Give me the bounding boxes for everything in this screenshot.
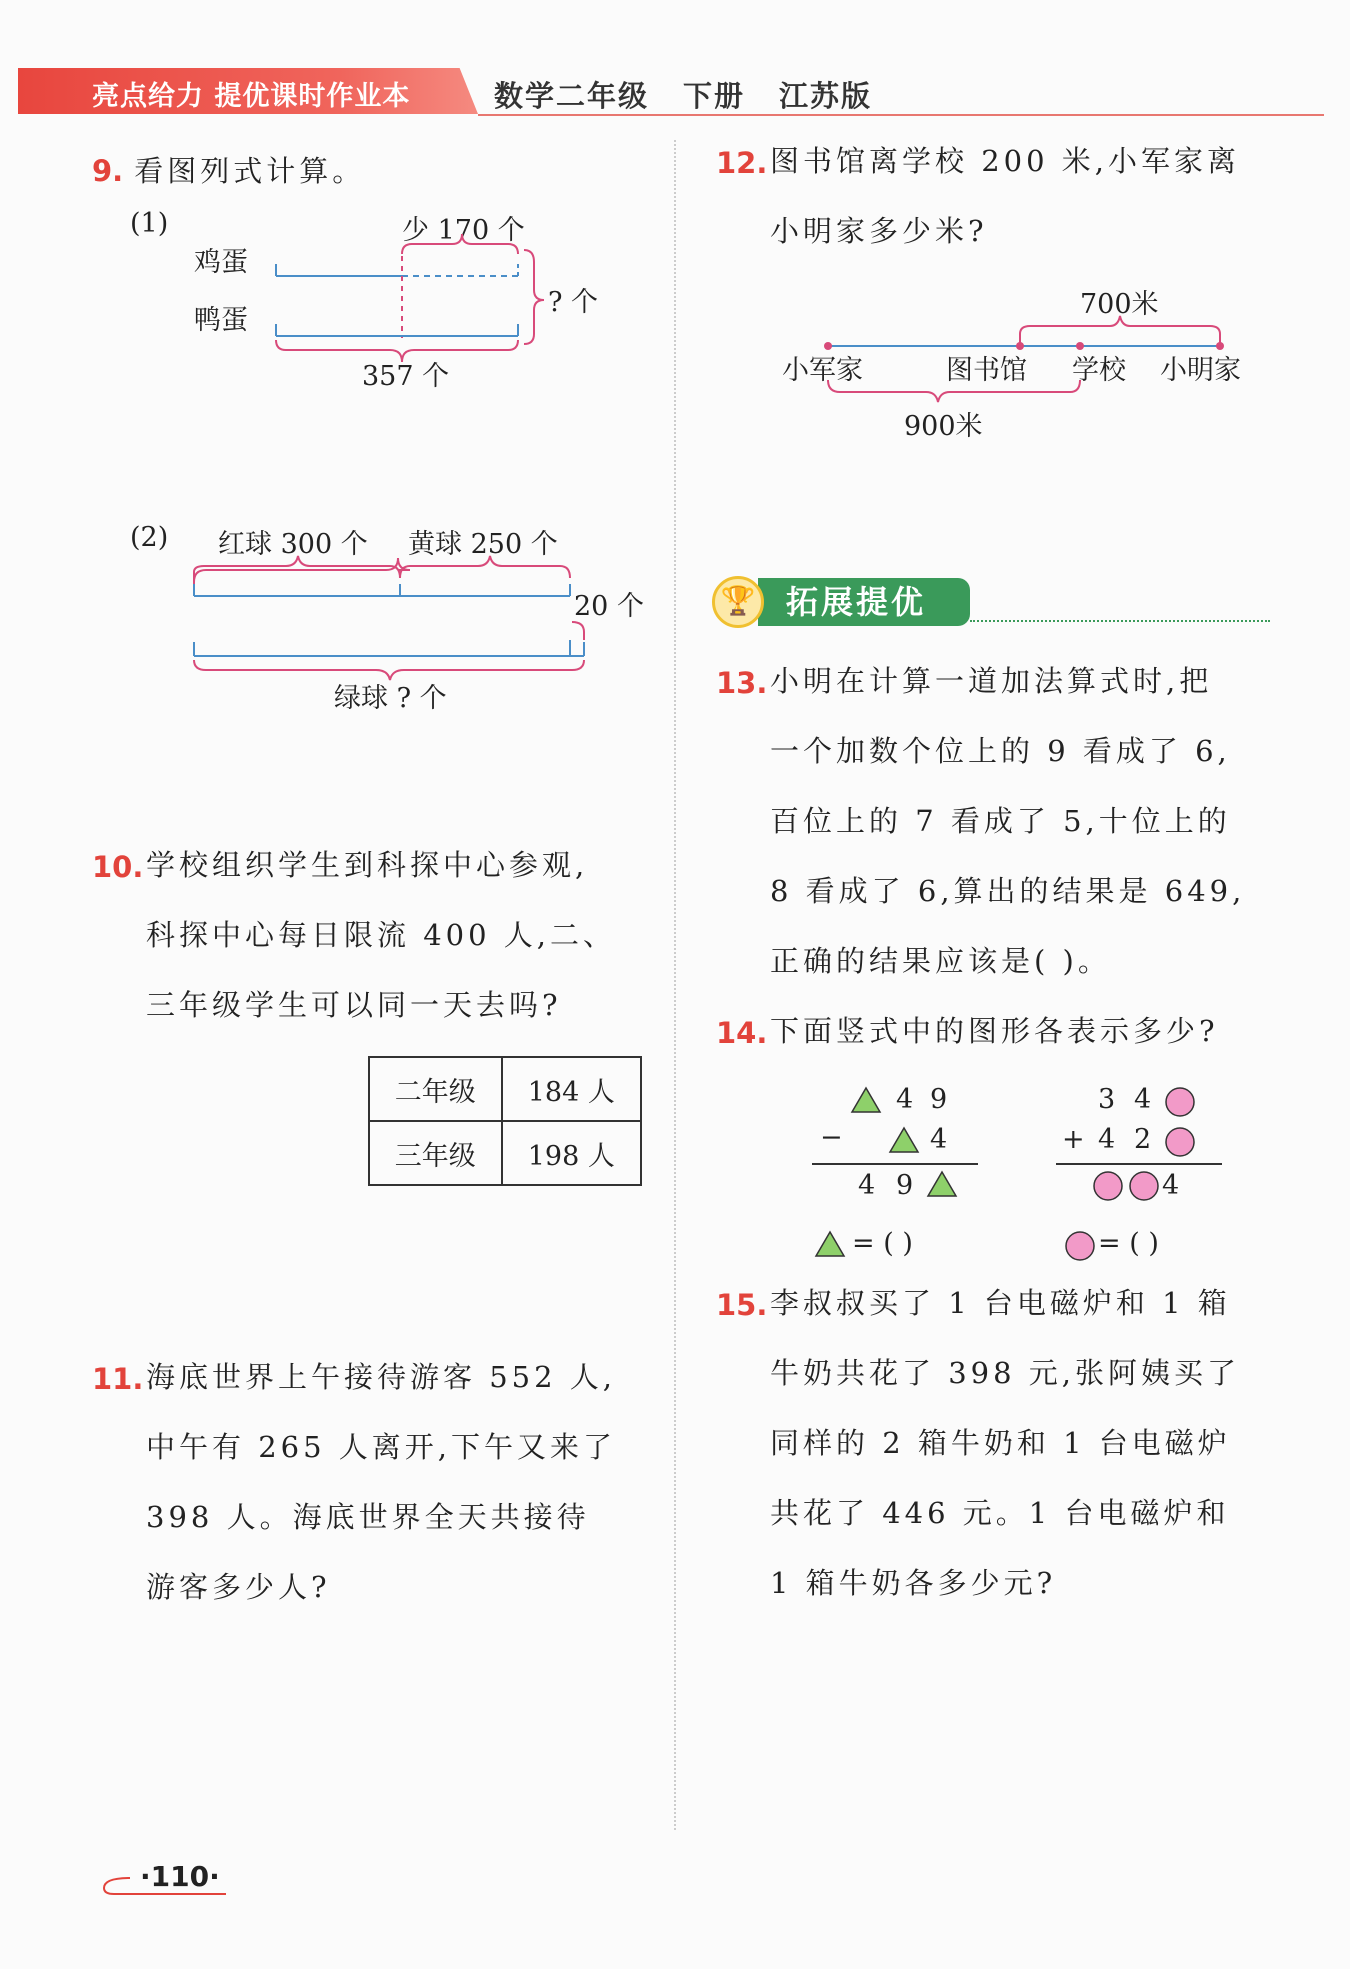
extra-label: 20 个 <box>574 591 644 622</box>
question-line: 李叔叔买了 1 台电磁炉和 1 箱 <box>770 1286 1231 1320</box>
count-cell: 184 人 <box>502 1057 641 1121</box>
question-line: 牛奶共花了 398 元,张阿姨买了 <box>770 1356 1241 1390</box>
question-line: 百位上的 7 看成了 5,十位上的 <box>770 804 1231 838</box>
duck-label: 鸭蛋 <box>194 305 248 336</box>
question-line: 下面竖式中的图形各表示多少? <box>770 1014 1219 1048</box>
total-label: 357 个 <box>362 361 450 392</box>
circle-answer: = ( ) <box>1098 1228 1159 1259</box>
question-number: 12. <box>716 146 768 180</box>
trophy-icon: 🏆 <box>712 576 764 628</box>
question-number: 14. <box>716 1016 768 1050</box>
triangle-answer: = ( ) <box>852 1228 913 1259</box>
question-line: 小明在计算一道加法算式时,把 <box>770 664 1213 698</box>
calc-digit: 4 <box>930 1124 948 1155</box>
calc-digit: 4 <box>896 1084 914 1115</box>
calc-operator: + <box>1062 1124 1085 1155</box>
question-line: 图书馆离学校 200 米,小军家离 <box>770 144 1241 178</box>
bottom-distance-label: 900米 <box>904 411 983 442</box>
circle-icon <box>1066 1232 1094 1260</box>
top-distance-label: 700米 <box>1080 289 1159 320</box>
circle-icon <box>1166 1128 1194 1156</box>
question-line: 1 箱牛奶各多少元? <box>770 1566 1057 1600</box>
question-line: 三年级学生可以同一天去吗? <box>146 988 562 1022</box>
part-2-tag: (2) <box>130 522 169 553</box>
calc-digit: 2 <box>1134 1124 1152 1155</box>
calc-digit: 9 <box>930 1084 948 1115</box>
question-line: 共花了 446 元。1 台电磁炉和 <box>770 1496 1230 1530</box>
triangle-icon <box>816 1232 844 1256</box>
part-1-tag: (1) <box>130 208 169 239</box>
place-label: 小明家 <box>1160 355 1241 386</box>
triangle-icon <box>890 1128 918 1152</box>
question-line: 科探中心每日限流 400 人,二、 <box>146 918 617 952</box>
unknown-label: ? 个 <box>548 287 599 318</box>
count-cell: 198 人 <box>502 1121 641 1185</box>
less-label: 少 170 个 <box>402 215 525 246</box>
calc-digit: 4 <box>858 1170 876 1201</box>
grade-cell: 二年级 <box>369 1057 502 1121</box>
circle-icon <box>1094 1172 1122 1200</box>
circle-icon <box>1130 1172 1158 1200</box>
question-line: 同样的 2 箱牛奶和 1 台电磁炉 <box>770 1426 1231 1460</box>
calc-digit: 4 <box>1098 1124 1116 1155</box>
green-ball-label: 绿球 ? 个 <box>334 683 447 714</box>
calc-digit: 4 <box>1134 1084 1152 1115</box>
question-number: 11. <box>92 1362 144 1396</box>
circle-icon <box>1166 1088 1194 1116</box>
grade-cell: 三年级 <box>369 1121 502 1185</box>
place-label: 小军家 <box>782 355 863 386</box>
subject-label: 数学二年级 <box>494 79 650 113</box>
calc-digit: 9 <box>896 1170 914 1201</box>
question-number: 9. <box>92 154 124 188</box>
question-line: 小明家多少米? <box>770 214 988 248</box>
page-number: ·110· <box>140 1860 220 1893</box>
question-line: 中午有 265 人离开,下午又来了 <box>146 1430 617 1464</box>
book-brand: 亮点给力 提优课时作业本 <box>92 81 411 112</box>
section-title: 拓展提优 <box>758 578 970 626</box>
egg-label: 鸡蛋 <box>194 247 248 278</box>
triangle-icon <box>852 1088 880 1112</box>
question-line: 游客多少人? <box>146 1570 331 1604</box>
question-line: 一个加数个位上的 9 看成了 6, <box>770 734 1231 768</box>
question-number: 13. <box>716 666 768 700</box>
place-label: 图书馆 <box>946 355 1027 386</box>
question-line: 正确的结果应该是( )。 <box>770 944 1111 978</box>
calc-digit: 3 <box>1098 1084 1116 1115</box>
question-line: 398 人。海底世界全天共接待 <box>146 1500 590 1534</box>
question-number: 10. <box>92 850 144 884</box>
edition-label: 江苏版 <box>779 79 873 113</box>
question-number: 15. <box>716 1288 768 1322</box>
red-ball-label: 红球 300 个 <box>218 529 368 560</box>
question-text: 看图列式计算。 <box>134 154 366 188</box>
question-line: 海底世界上午接待游客 552 人, <box>146 1360 617 1394</box>
question-15 <box>716 1268 1306 1618</box>
question-line: 学校组织学生到科探中心参观, <box>146 848 589 882</box>
question-line: 8 看成了 6,算出的结果是 649, <box>770 874 1246 908</box>
calc-digit: 4 <box>1162 1170 1180 1201</box>
calc-operator: − <box>820 1122 843 1153</box>
triangle-icon <box>928 1172 956 1196</box>
place-label: 学校 <box>1072 355 1126 386</box>
volume-label: 下册 <box>683 79 746 113</box>
yellow-ball-label: 黄球 250 个 <box>408 529 558 560</box>
